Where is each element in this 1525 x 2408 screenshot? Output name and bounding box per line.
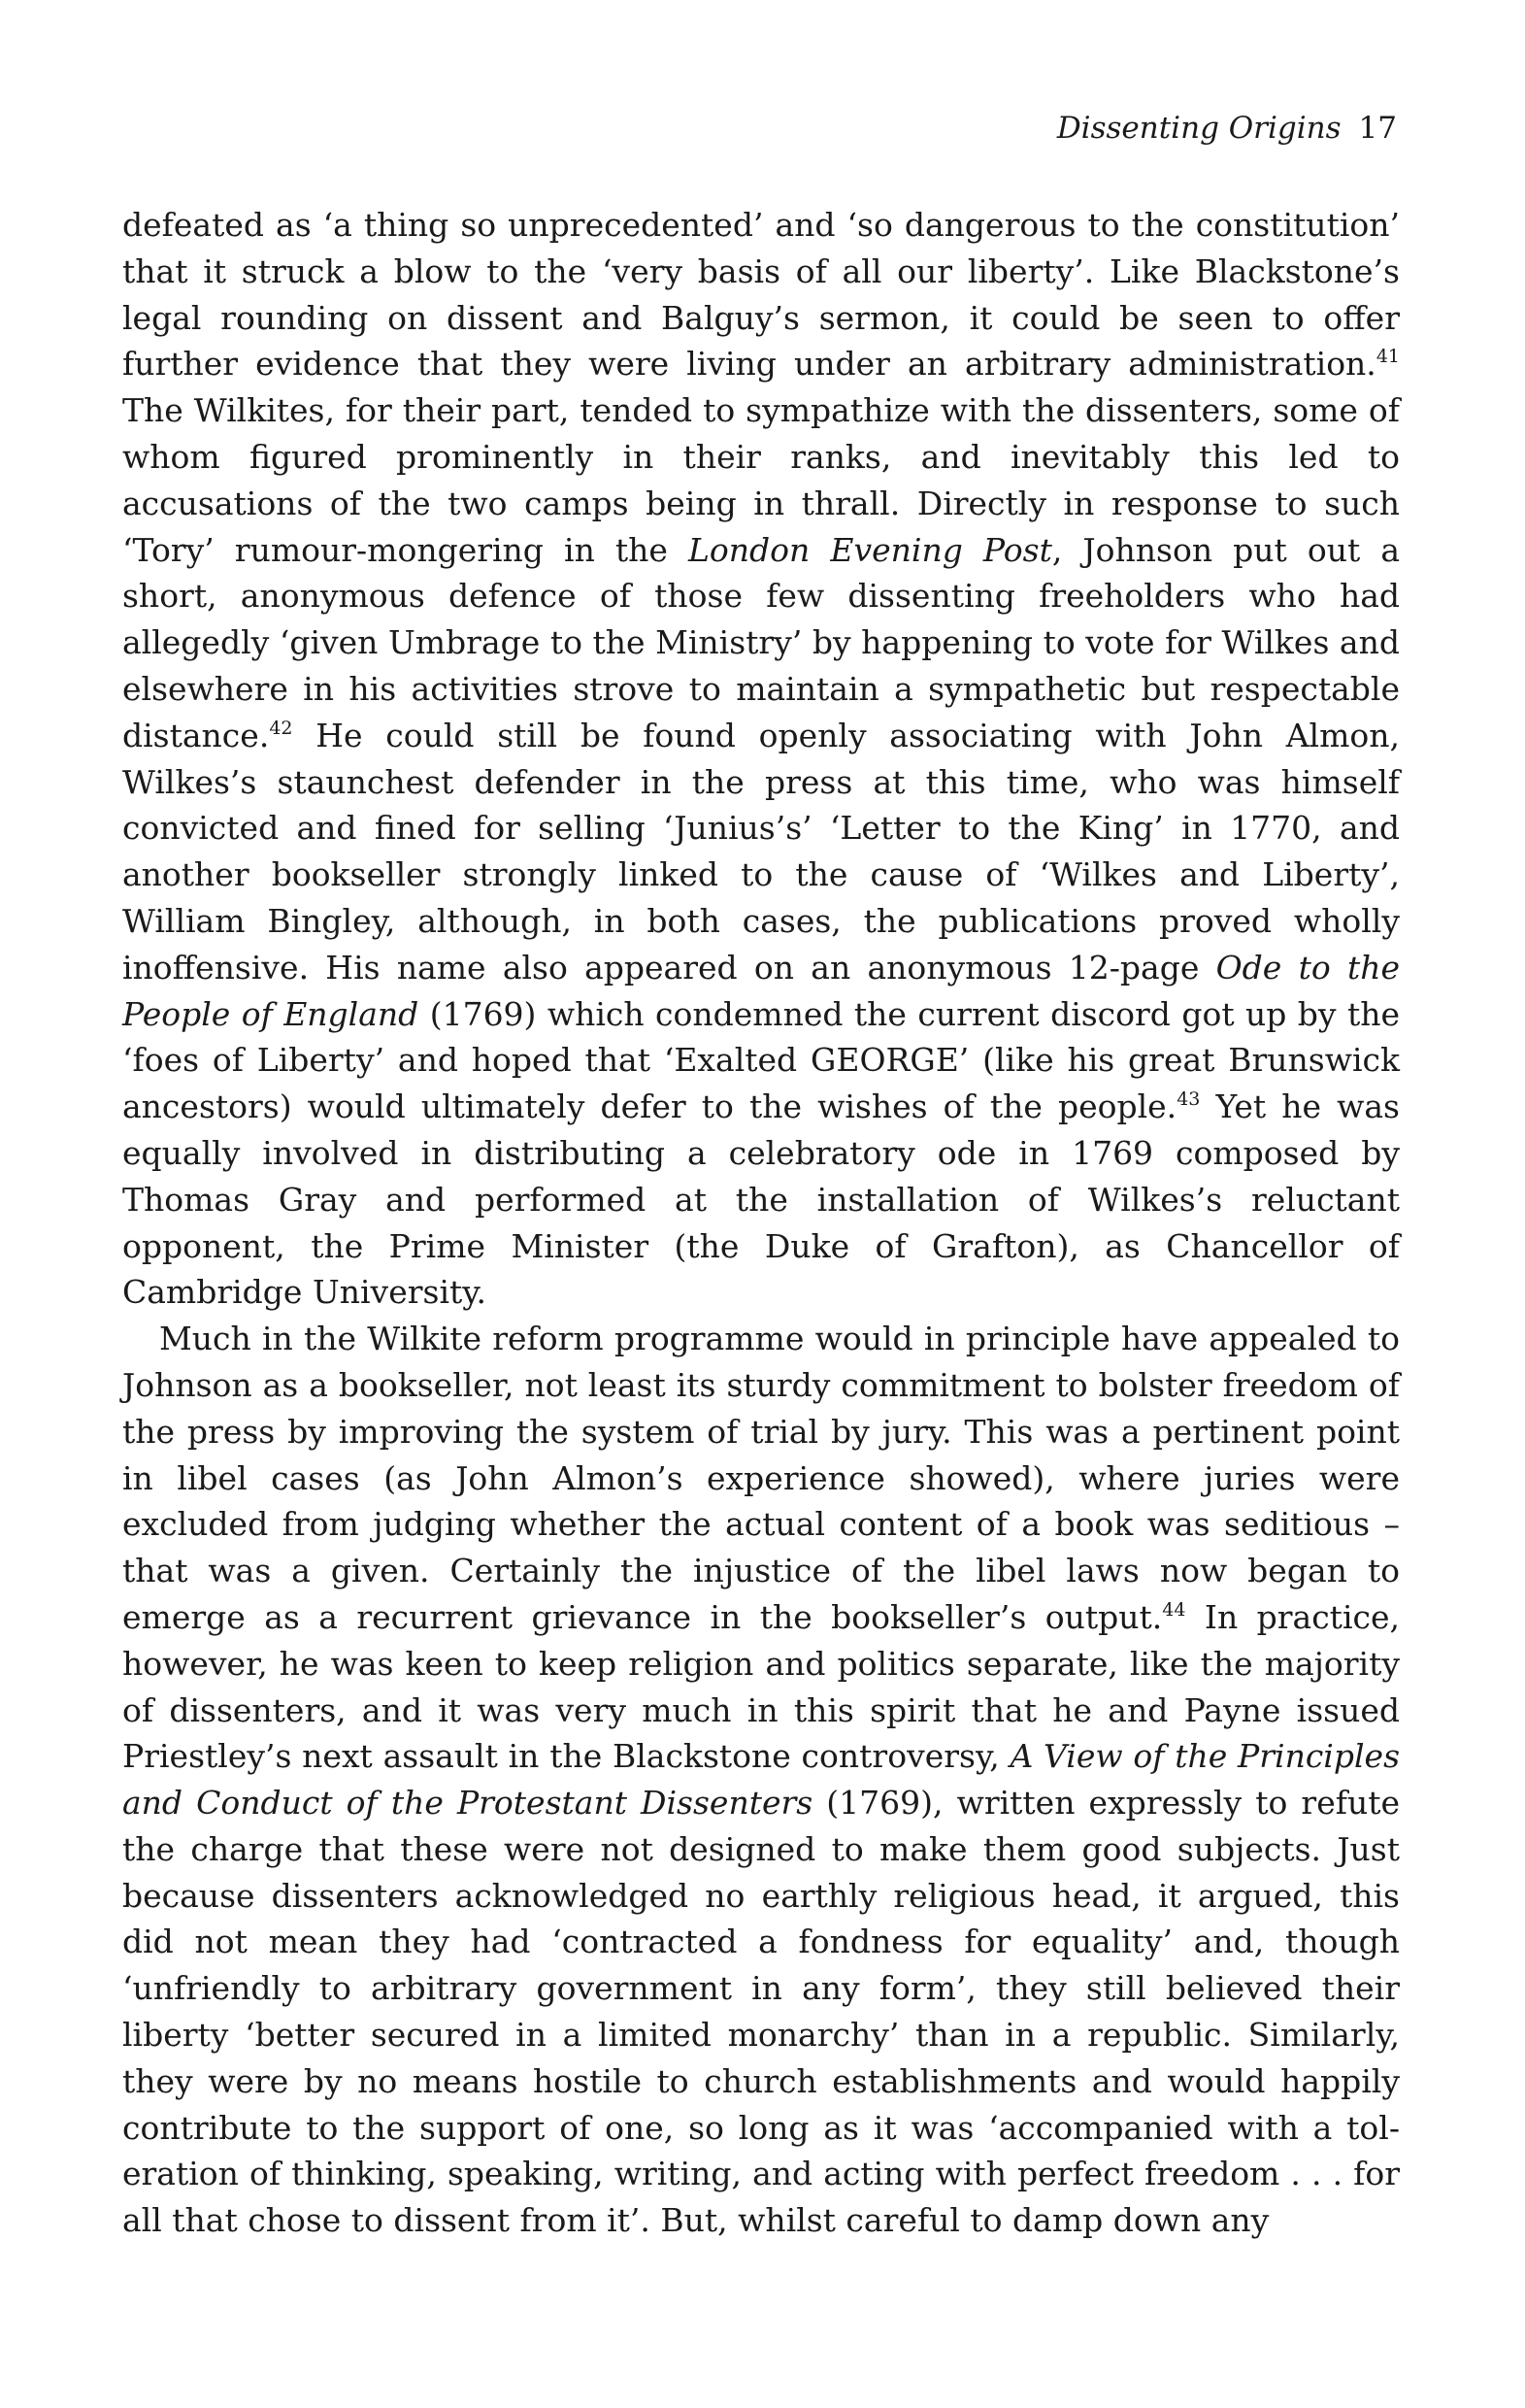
italic-title-london-evening-post: London Evening Post: [688, 530, 1052, 569]
text-run: Much in the Wilkite reform programme would in principle have appealed to Johnson as a bookseller, not least its sturdy commitment to bolster freedom of the press by improving the system of trial by jury. This was a pertinent point in libel cases (as John Almon’s experience showed), where juries were excluded from judging whether the actual content of a book was seditious – that was a given. Certainly the injustice of the libel laws now began to emerge as a recurrent grievance in the bookseller’s output.: [122, 1320, 1400, 1636]
footnote-ref-42: 42: [269, 717, 293, 739]
footnote-ref-43: 43: [1177, 1088, 1201, 1111]
page-number: 17: [1358, 111, 1397, 146]
body-text: [122, 202, 1400, 2244]
italic-title-ode: Ode to the People of England: [122, 948, 1400, 1033]
footnote-ref-44: 44: [1162, 1598, 1186, 1621]
paragraph-2: [122, 1316, 1400, 2244]
text-run: Yet he was equally involved in distributing a celebratory ode in 1769 composed by Thomas Gray and performed at the installation of Wilkes’s reluctant opponent, the Prime Minister (the Duke of Grafton), as Chancellor of Cambridge University.: [122, 1087, 1400, 1312]
text-run: , Johnson put out a short, anonymous defence of those few dissenting freeholders who had allegedly ‘given Umbrage to the Ministry’ by happening to vote for Wilkes and elsewhere in his activities strove to maintain a sympathetic but respectable distance.: [122, 530, 1400, 754]
running-head: [1057, 109, 1397, 148]
text-run: (1769) which condemned the current discord got up by the ‘foes of Liberty’ and hoped that ‘Exalted GEORGE’ (like his great Brunswick ancestors) would ultimately defer to the wishes of the people.: [122, 994, 1400, 1126]
text-run: The Wilkites, for their part, tended to sympathize with the dissenters, some of whom figured prominently in their ranks, and inevitably this led to accusations of the two camps being in thrall. Directly in response to such ‘Tory’ rumour-mongering in the: [122, 391, 1400, 569]
text-run: In practice, however, he was keen to keep religion and politics separate, like the majority of dissenters, and it was very much in this spirit that he and Payne issued Priestley’s next assault in the Blackstone controversy,: [122, 1597, 1401, 1776]
text-run: He could still be found openly associating with John Almon, Wilkes’s staunchest defender in the press at this time, who was himself convicted and fined for selling ‘Junius’s’ ‘Letter to the King’ in 1770, and another bookseller strongly linked to the cause of ‘Wilkes and Liberty’, William Bingley, although, in both cases, the publications proved wholly inoffensive. His name also appeared on an anonymous 12-page: [122, 716, 1400, 987]
running-head-title: Dissenting Origins: [1056, 111, 1342, 146]
text-run: defeated as ‘a thing so unprecedented’ and ‘so dangerous to the constitution’ that it struck a blow to the ‘very basis of all our liberty’. Like Blackstone’s legal rounding on dissent and Balguy’s sermon, it could be seen to offer further evidence that they were living under an arbitrary administration.: [122, 206, 1400, 384]
footnote-ref-41: 41: [1376, 346, 1400, 368]
paragraph-1: [122, 202, 1400, 1316]
italic-title-a-view: A View of the Principles and Conduct of the Protestant Dissenters: [122, 1737, 1401, 1823]
text-run: (1769), written expressly to refute the charge that these were not designed to make them good subjects. Just because dissenters acknowledged no earthly religious head, it argued, this did not mean they had ‘contracted a fondness for equality’ and, though ‘unfriendly to arbitrary government in any form’, they still believed their liberty ‘better secured in a limited monarchy’ than in a republic. Similarly, they were by no means hostile to church establishments and would happily contribute to the support of one, so long as it was ‘accompanied with a toleration of thinking, speaking, writing, and acting with perfect freedom . . . for all that chose to dissent from it’. But, whilst careful to damp down any: [122, 1784, 1400, 2240]
